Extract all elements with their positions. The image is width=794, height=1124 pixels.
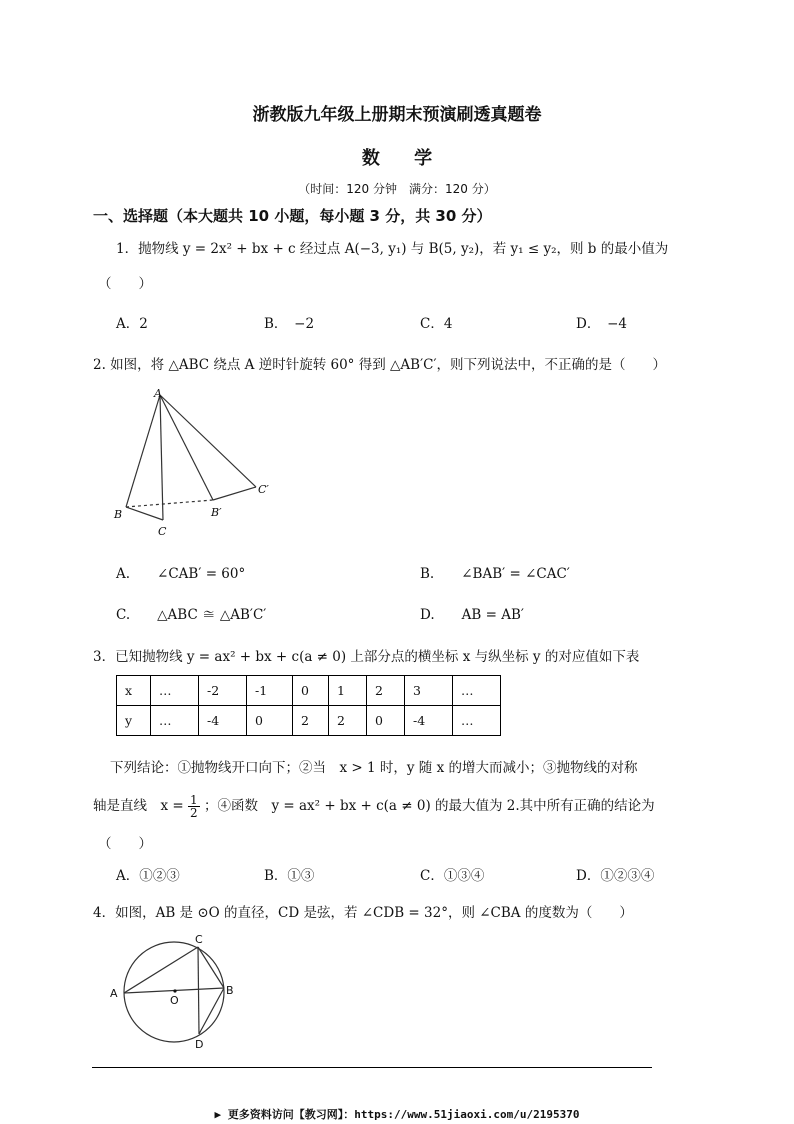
label-o: O xyxy=(170,994,179,1007)
q1-stem: 1．抛物线 y = 2x² + bx + c 经过点 A(−3, y₁) 与 B(5, y₂)，若 y₁ ≤ y₂，则 b 的最小值为 xyxy=(116,241,669,257)
label-b-prime: B′ xyxy=(211,506,222,519)
q2-option-c: C. △ABC ≅ △AB′C′ xyxy=(116,607,267,623)
q1-option-c: C．4 xyxy=(420,316,453,332)
label-c-prime: C′ xyxy=(258,483,269,496)
label-d: D xyxy=(195,1038,204,1051)
q3-conclusions-line1: 下列结论：①抛物线开口向下；②当 x > 1 时，y 随 x 的增大而减小；③抛物线的对称 xyxy=(110,760,638,776)
q1-option-d: D． −4 xyxy=(576,316,627,332)
label-a: A xyxy=(110,987,118,1000)
q3-paren: （ ） xyxy=(98,836,152,852)
page-divider xyxy=(92,1067,652,1068)
label-b: B xyxy=(226,984,234,997)
q2-option-b: B. ∠BAB′ = ∠CAC′ xyxy=(420,566,570,582)
q2-option-a: A. ∠CAB′ = 60° xyxy=(116,566,246,582)
section-heading: 一、选择题（本大题共 10 小题，每小题 3 分，共 30 分） xyxy=(93,207,492,225)
label-b: B xyxy=(114,508,123,521)
q1-option-b: B． −2 xyxy=(264,316,315,332)
table-row: x … -2 -1 0 1 2 3 … xyxy=(117,676,501,706)
fraction-one-half: $\frac{1}{2}$ xyxy=(190,793,198,820)
q3-option-a: A．①②③ xyxy=(116,868,180,884)
q2-option-d: D. AB = AB′ xyxy=(420,607,524,623)
value-table xyxy=(116,675,501,736)
document-title: 浙教版九年级上册期末预演刷透真题卷 xyxy=(252,105,542,125)
table-row: y … -4 0 2 2 0 -4 … xyxy=(117,706,501,736)
q3-option-d: D．①②③④ xyxy=(576,868,655,884)
q3-stem: 3．已知抛物线 y = ax² + bx + c(a ≠ 0) 上部分点的横坐标 x 与纵坐标 y 的对应值如下表 xyxy=(93,649,640,665)
subject-title: 数 学 xyxy=(361,148,447,169)
q3-option-c: C．①③④ xyxy=(420,868,485,884)
label-c: C xyxy=(195,933,203,946)
q3-conclusions-line2: 轴是直线 x = $\frac{1}{2}$ ；④函数 y = ax² + bx + c(a ≠ 0) 的最大值为 2.其中所有正确的结论为 xyxy=(93,793,655,820)
label-a: A xyxy=(154,387,162,400)
q4-circle-figure xyxy=(106,930,246,1055)
footer-link[interactable]: ▶ 更多资料访问【教习网】：https://www.51jiaoxi.com/u/2195370 xyxy=(214,1108,580,1121)
label-c: C xyxy=(158,525,167,538)
q3-option-b: B．①③ xyxy=(264,868,315,884)
q2-stem: 2. 如图，将 △ABC 绕点 A 逆时针旋转 60° 得到 △AB′C′，则下列说法中，不正确的是（ ） xyxy=(93,357,667,373)
q4-stem: 4．如图，AB 是 ⊙O 的直径，CD 是弦，若 ∠CDB = 32°，则 ∠CBA 的度数为（ ） xyxy=(93,905,633,921)
exam-meta: （时间：120 分钟 满分：120 分） xyxy=(298,182,496,196)
q1-option-a: A．2 xyxy=(116,316,148,332)
q1-paren: （ ） xyxy=(98,276,152,292)
q2-triangle-figure xyxy=(108,385,288,545)
